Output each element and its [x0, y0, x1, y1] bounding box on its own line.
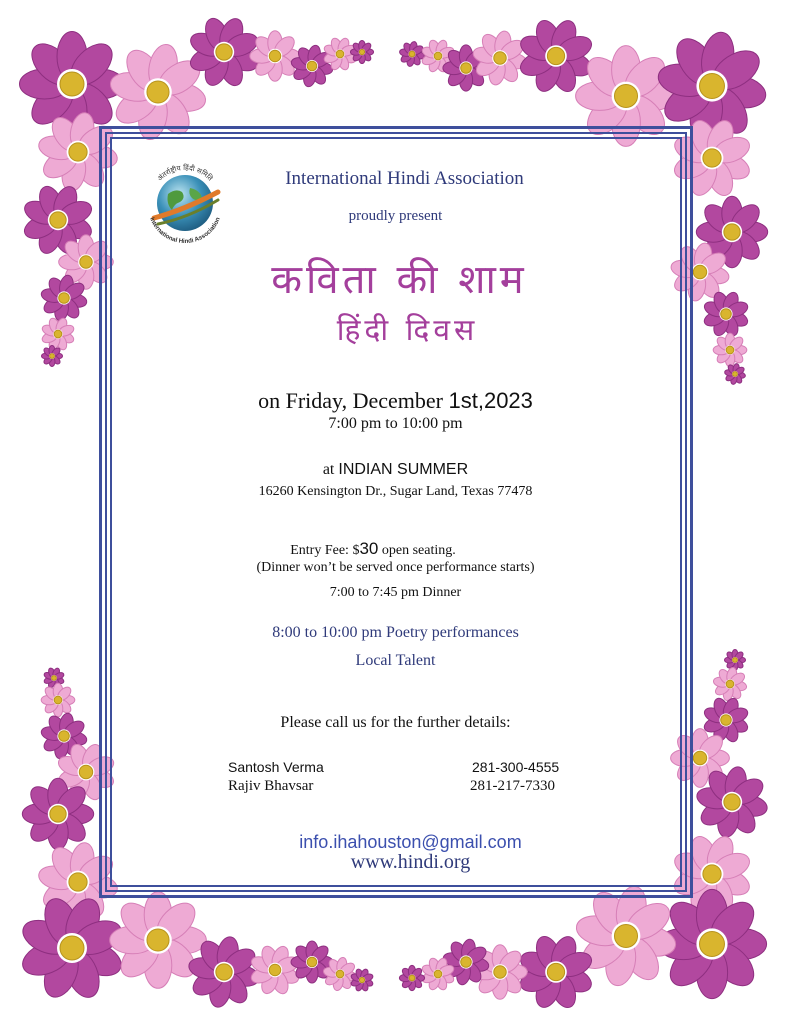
presents-text: proudly present	[348, 208, 443, 224]
entry-fee-suffix: open seating.	[378, 543, 456, 558]
dinner-time: 7:00 to 7:45 pm Dinner	[329, 585, 462, 600]
flower-icon	[350, 40, 373, 63]
flower-icon	[399, 965, 424, 990]
performance-time: 8:00 to 10:00 pm Poetry performances	[272, 624, 519, 641]
flower-icon	[350, 968, 374, 992]
flower-icon	[18, 894, 127, 1003]
flower-icon	[291, 941, 333, 983]
event-time: 7:00 pm to 10:00 pm	[328, 415, 463, 432]
email-link[interactable]: info.ihahouston@gmail.com	[299, 832, 522, 852]
event-title: कविता की शाम	[271, 257, 528, 303]
flower-icon	[713, 667, 748, 702]
flower-icon	[110, 892, 207, 989]
flower-icon	[574, 884, 679, 989]
dinner-note: (Dinner won’t be served once performance starts)	[256, 560, 535, 575]
flower-icon	[399, 41, 425, 67]
logo-ring-text-bottom: International Hindi Association	[148, 216, 222, 246]
venue-name: INDIAN SUMMER	[338, 461, 469, 478]
contact-phone-1[interactable]: 281-300-4555	[472, 759, 560, 775]
organization-name: International Hindi Association	[285, 168, 524, 189]
contact-name-1: Santosh Verma	[228, 759, 324, 775]
event-date-day: 1st,2023	[448, 388, 533, 413]
flower-icon	[41, 683, 75, 717]
call-us-text: Please call us for the further details:	[280, 714, 511, 731]
flower-icon	[20, 32, 125, 137]
venue-prefix: at	[322, 461, 339, 478]
flower-icon	[249, 944, 301, 996]
flower-icon	[724, 363, 746, 385]
venue-address: 16260 Kensington Dr., Sugar Land, Texas 77478	[258, 484, 533, 499]
contact-phone-2[interactable]: 281-217-7330	[470, 778, 555, 794]
venue	[0, 461, 791, 479]
entry-fee-prefix: Entry Fee: $	[290, 543, 360, 558]
event-subtitle: हिंदी दिवस	[336, 313, 479, 348]
contact-name-2: Rajiv Bhavsar	[228, 778, 314, 794]
flower-icon	[517, 933, 595, 1011]
logo-ring-text-top: अंतर्राष्ट्रीय हिंदी समिति	[155, 163, 215, 183]
flower-icon	[517, 17, 595, 95]
flower-icon	[250, 31, 300, 81]
website-link[interactable]: www.hindi.org	[350, 851, 471, 873]
event-date	[0, 388, 791, 414]
event-date-prefix: on Friday, December	[258, 388, 449, 413]
entry-fee	[0, 539, 791, 559]
local-talent: Local Talent	[355, 652, 436, 669]
entry-fee-amount: 30	[359, 539, 379, 558]
